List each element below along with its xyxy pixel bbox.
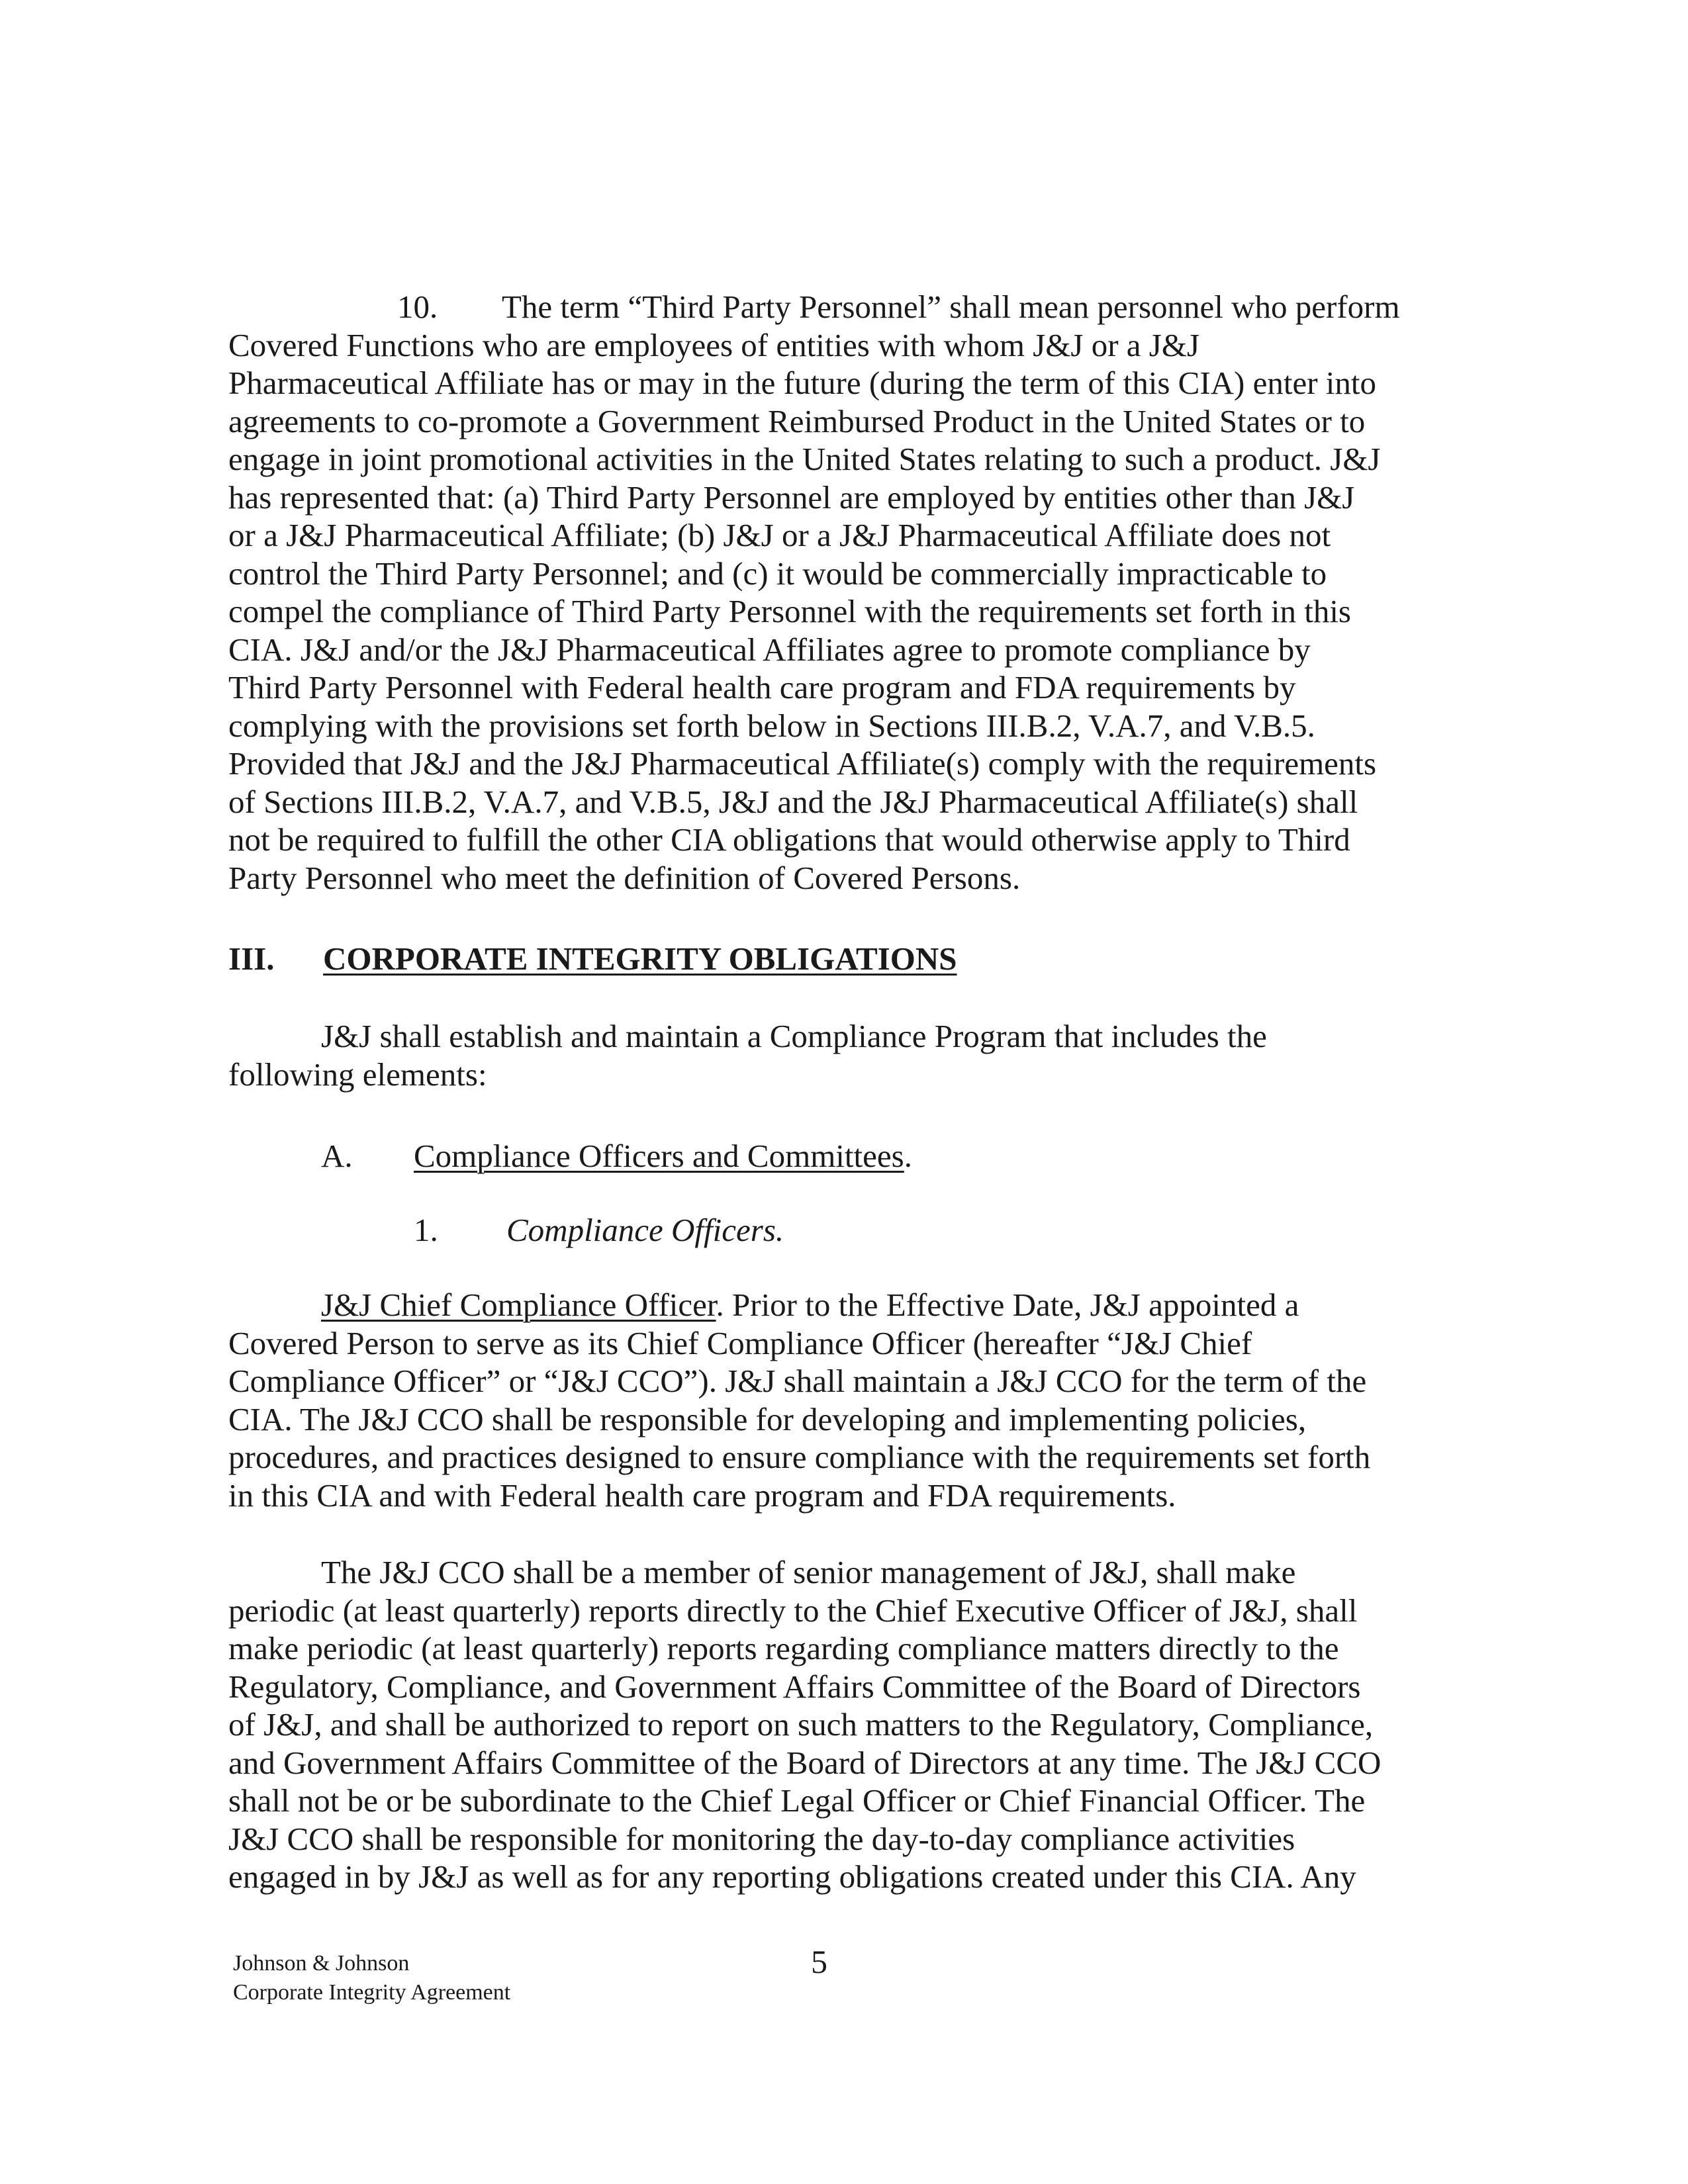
subsection-number: 1. — [414, 1212, 438, 1248]
section-heading — [228, 940, 957, 978]
page-number: 5 — [811, 1943, 827, 1980]
subsection-1 — [414, 1211, 784, 1249]
cco-paragraph: J&J Chief Compliance Officer. Prior to the Effective Date, J&J appointed a Covered Person to serve as its Chief Compliance Officer (hereafter “J&J Chief Compliance Officer” or “J&J CCO”). J&J shall maintain a J&J CCO for the term of the CIA. The J&J CCO shall be responsible for developing and implementing policies, procedures, and practices designed to ensure compliance with the requirements set forth in this CIA and with Federal health care program and FDA requirements. — [228, 1287, 1371, 1514]
footer-company: Johnson & Johnson — [233, 1951, 410, 1976]
section-title: CORPORATE INTEGRITY OBLIGATIONS — [323, 940, 957, 977]
footer — [233, 1949, 510, 2007]
cco-heading: J&J Chief Compliance Officer — [321, 1287, 716, 1323]
subsection-label: A. — [321, 1138, 353, 1174]
subsection-italic-title: Compliance Officers. — [506, 1212, 784, 1248]
section-number: III. — [228, 940, 275, 977]
intro-paragraph: J&J shall establish and maintain a Compliance Program that includes the following elements: — [228, 1018, 1267, 1093]
subsection-title: Compliance Officers and Committees — [414, 1138, 904, 1174]
paragraph-number: 10. — [397, 289, 438, 325]
cco-member-paragraph: The J&J CCO shall be a member of senior management of J&J, shall make periodic (at least quarterly) reports directly to the Chief Executive Officer of J&J, shall make periodic (at least quarterly) reports regarding compliance matters directly to the Regulatory, Compliance, and Government Affairs Committee of the Board of Directors of J&J, and shall be authorized to report on such matters to the Regulatory, Compliance, and Government Affairs Committee of the Board of Directors at any time. The J&J CCO shall not be or be subordinate to the Chief Legal Officer or Chief Financial Officer. The J&J CCO shall be responsible for monitoring the day-to-day compliance activities engaged in by J&J as well as for any reporting obligations created under this CIA. Any — [228, 1554, 1382, 1895]
paragraph-10: 10. The term “Third Party Personnel” shall mean personnel who perform Covered Functions who are employees of entities with whom J&J or a J&J Pharmaceutical Affiliate has or may in the future (during the term of this CIA) enter into agreements to co-promote a Government Reimbursed Product in the United States or to engage in joint promotional activities in the United States relating to such a product. J&J has represented that: (a) Third Party Personnel are employed by entities other than J&J or a J&J Pharmaceutical Affiliate; (b) J&J or a J&J Pharmaceutical Affiliate does not control the Third Party Personnel; and (c) it would be commercially impracticable to compel the compliance of Third Party Personnel with the requirements set forth in this CIA. J&J and/or the J&J Pharmaceutical Affiliates agree to promote compliance by Third Party Personnel with Federal health care program and FDA requirements by complying with the provisions set forth below in Sections III.B.2, V.A.7, and V.B.5. Provided that J&J and the J&J Pharmaceutical Affiliate(s) comply with the requirements of Sections III.B.2, V.A.7, and V.B.5, J&J and the J&J Pharmaceutical Affiliate(s) shall not be required to fulfill the other CIA obligations that would otherwise apply to Third Party Personnel who meet the definition of Covered Persons. — [228, 289, 1400, 896]
subsection-a: A. Compliance Officers and Committees. — [321, 1138, 912, 1174]
footer-document-title: Corporate Integrity Agreement — [233, 1980, 511, 2005]
